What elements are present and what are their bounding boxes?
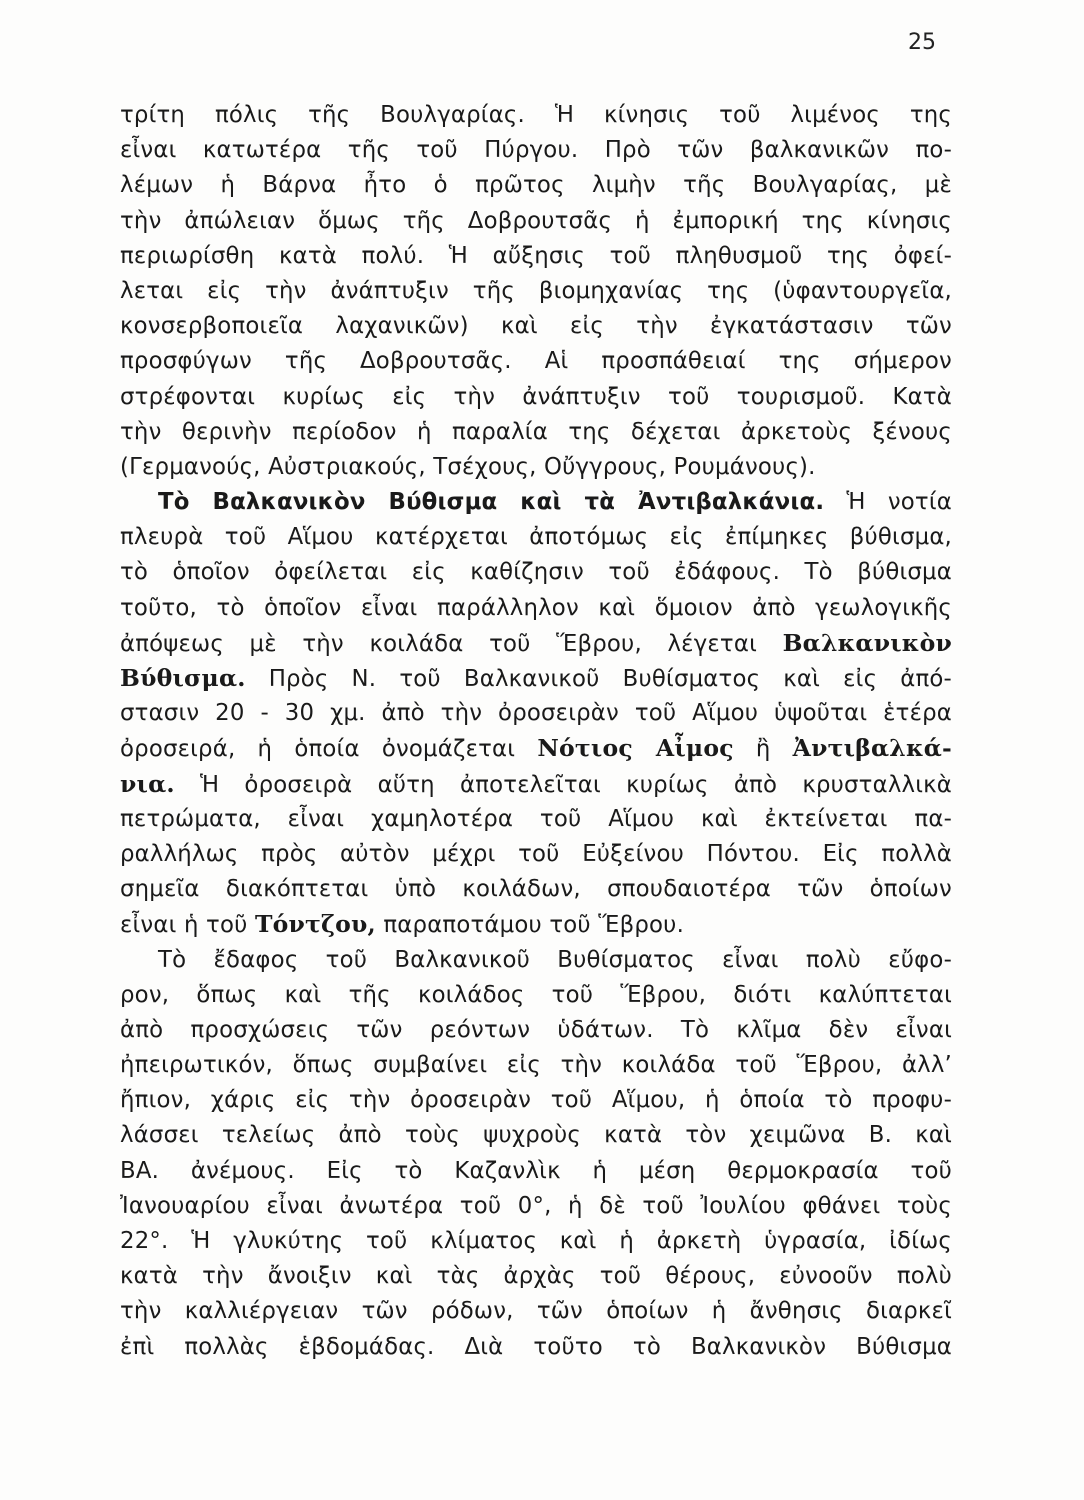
text-run: Ἡ νοτία xyxy=(824,489,952,516)
text-line xyxy=(120,1048,952,1083)
term-emphasis: Ἀντιβαλκά- xyxy=(792,734,952,763)
text-line xyxy=(120,907,952,942)
text-run: Ἰανουαρίου εἶναι ἀνωτέρα τοῦ 0°, ἡ δὲ τοῦ Ἰουλίου φθάνει τοὺς xyxy=(120,1192,952,1219)
text-run: τὴν ἀπώλειαν ὅμως τῆς Δοβρουτσᾶς ἡ ἐμπορική της κίνησις xyxy=(120,207,952,234)
text-run: πετρώματα, εἶναι χαμηλοτέρα τοῦ Αἵμου καὶ ἐκτείνεται πα- xyxy=(120,805,952,832)
text-line xyxy=(120,802,952,837)
section-heading-line xyxy=(120,485,952,520)
text-run: τὸ ὁποῖον ὀφείλεται εἰς καθίζησιν τοῦ ἐδάφους. Τὸ βύθισμα xyxy=(120,559,952,586)
text-line xyxy=(120,168,952,203)
text-line xyxy=(120,133,952,168)
text-line xyxy=(120,943,952,978)
text-line xyxy=(120,837,952,872)
term-emphasis: Τόντζου, xyxy=(254,910,376,939)
text-run: τρίτη πόλις τῆς Βουλγαρίας. Ἡ κίνησις τοῦ λιμένος της xyxy=(120,102,952,128)
text-run: Πρὸς Ν. τοῦ Βαλκανικοῦ Βυθίσματος καὶ εἰς ἀπό- xyxy=(245,666,952,692)
text-run: ὀροσειρά, ἡ ὁποία ὀνομάζεται xyxy=(120,736,538,763)
text-line xyxy=(120,1189,952,1224)
text-line xyxy=(120,450,952,485)
text-line xyxy=(120,591,952,626)
text-run: τὴν καλλιέργειαν τῶν ρόδων, τῶν ὁποίων ἡ ἄνθησις διαρκεῖ xyxy=(120,1298,952,1325)
text-run: πλευρὰ τοῦ Αἵμου κατέρχεται ἀποτόμως εἰς ἐπίμηκες βύθισμα, xyxy=(120,524,952,551)
text-run: στρέφονται κυρίως εἰς τὴν ἀνάπτυξιν τοῦ τουρισμοῦ. Κατὰ xyxy=(120,383,952,410)
text-run: ἀπόψεως μὲ τὴν κοιλάδα τοῦ Ἕβρου, λέγεται xyxy=(120,630,783,657)
text-line xyxy=(120,626,952,661)
text-run: ἢ xyxy=(733,736,793,763)
text-line xyxy=(120,1013,952,1048)
text-run: τὴν θερινὴν περίοδον ἡ παραλία της δέχεται ἀρκετοὺς ξένους xyxy=(120,418,952,445)
text-run: ΒΑ. ἀνέμους. Εἰς τὸ Καζανλὶκ ἡ μέση θερμοκρασία τοῦ xyxy=(120,1157,952,1184)
text-run: ἤπιον, χάρις εἰς τὴν ὀροσειρὰν τοῦ Αἵμου, ἡ ὁποία τὸ προφυ- xyxy=(120,1087,952,1114)
text-run: Τὸ ἔδαφος τοῦ Βαλκανικοῦ Βυθίσματος εἶναι πολὺ εὔφο- xyxy=(158,946,952,973)
term-emphasis: νια. xyxy=(120,769,175,798)
text-run: εἶναι κατωτέρα τῆς τοῦ Πύργου. Πρὸ τῶν βαλκανικῶν πο- xyxy=(120,137,952,164)
text-run: περιωρίσθη κατὰ πολύ. Ἡ αὔξησις τοῦ πληθυσμοῦ της ὀφεί- xyxy=(120,242,952,269)
term-emphasis: Νότιος Αἶμος xyxy=(537,734,734,763)
text-run: παραποτάμου τοῦ Ἕβρου. xyxy=(375,912,685,939)
text-line xyxy=(120,555,952,590)
text-run: λάσσει τελείως ἀπὸ τοὺς ψυχροὺς κατὰ τὸν χειμῶνα Β. καὶ xyxy=(120,1122,952,1149)
text-line xyxy=(120,978,952,1013)
text-run: ἠπειρωτικόν, ὅπως συμβαίνει εἰς τὴν κοιλάδα τοῦ Ἕβρου, ἀλλ’ xyxy=(120,1052,952,1079)
text-line xyxy=(120,1083,952,1118)
text-run: (Γερμανούς, Αὐστριακούς, Τσέχους, Οὔγγρους, Ρουμάνους). xyxy=(120,453,816,480)
text-line xyxy=(120,380,952,415)
text-line xyxy=(120,1224,952,1259)
term-emphasis: Βύθισμα. xyxy=(120,664,246,692)
text-run: σημεῖα διακόπτεται ὑπὸ κοιλάδων, σπουδαιοτέρα τῶν ὁποίων xyxy=(120,876,952,903)
text-run: ἐπὶ πολλὰς ἑβδομάδας. Διὰ τοῦτο τὸ Βαλκανικὸν Βύθισμα xyxy=(120,1333,952,1360)
text-line xyxy=(120,767,952,802)
text-run: εἶναι ἡ τοῦ xyxy=(120,912,255,939)
text-line xyxy=(120,415,952,450)
text-run: κονσερβοποιεῖα λαχανικῶν) καὶ εἰς τὴν ἐγκατάστασιν τῶν xyxy=(120,313,952,340)
text-line xyxy=(120,1259,952,1294)
page-number: 25 xyxy=(908,30,936,55)
text-line xyxy=(120,98,952,133)
term-emphasis: Βαλκανικὸν xyxy=(782,628,952,657)
text-line xyxy=(120,1294,952,1329)
text-run: Ἡ ὀροσειρὰ αὕτη ἀποτελεῖται κυρίως ἀπὸ κρυσταλλικὰ xyxy=(174,771,952,798)
text-run: 22°. Ἡ γλυκύτης τοῦ κλίματος καὶ ἡ ἀρκετὴ ὑγρασία, ἰδίως xyxy=(120,1228,952,1254)
text-line xyxy=(120,696,952,731)
text-run: ἀπὸ προσχώσεις τῶν ρεόντων ὑδάτων. Τὸ κλῖμα δὲν εἶναι xyxy=(120,1016,952,1043)
text-line xyxy=(120,239,952,274)
text-line xyxy=(120,1118,952,1153)
text-line xyxy=(120,661,952,696)
section-heading: Τὸ Βαλκανικὸν Βύθισμα καὶ τὰ Ἀντιβαλκάνια. xyxy=(158,489,825,516)
text-run: ραλλήλως πρὸς αὐτὸν μέχρι τοῦ Εὐξείνου Πόντου. Εἰς πολλὰ xyxy=(120,840,952,867)
text-line xyxy=(120,204,952,239)
body-text xyxy=(120,98,952,1365)
text-run: ρον, ὅπως καὶ τῆς κοιλάδος τοῦ Ἕβρου, διότι καλύπτεται xyxy=(120,981,952,1008)
text-line xyxy=(120,344,952,379)
text-line xyxy=(120,872,952,907)
text-run: τοῦτο, τὸ ὁποῖον εἶναι παράλληλον καὶ ὅμοιον ἀπὸ γεωλογικῆς xyxy=(120,594,952,621)
text-line xyxy=(120,520,952,555)
text-line xyxy=(120,274,952,309)
text-line xyxy=(120,309,952,344)
text-line xyxy=(120,731,952,766)
text-run: κατὰ τὴν ἄνοιξιν καὶ τὰς ἀρχὰς τοῦ θέρους, εὐνοοῦν πολὺ xyxy=(120,1263,952,1290)
text-line xyxy=(120,1330,952,1365)
text-run: προσφύγων τῆς Δοβρουτσᾶς. Αἱ προσπάθειαί της σήμερον xyxy=(120,348,952,375)
text-run: λεται εἰς τὴν ἀνάπτυξιν τῆς βιομηχανίας της (ὑφαντουργεῖα, xyxy=(120,277,952,304)
text-run: στασιν 20 - 30 χμ. ἀπὸ τὴν ὀροσειρὰν τοῦ Αἵμου ὑψοῦται ἑτέρα xyxy=(120,700,952,727)
text-run: λέμων ἡ Βάρνα ἦτο ὁ πρῶτος λιμὴν τῆς Βουλγαρίας, μὲ xyxy=(120,172,952,199)
text-line xyxy=(120,1154,952,1189)
